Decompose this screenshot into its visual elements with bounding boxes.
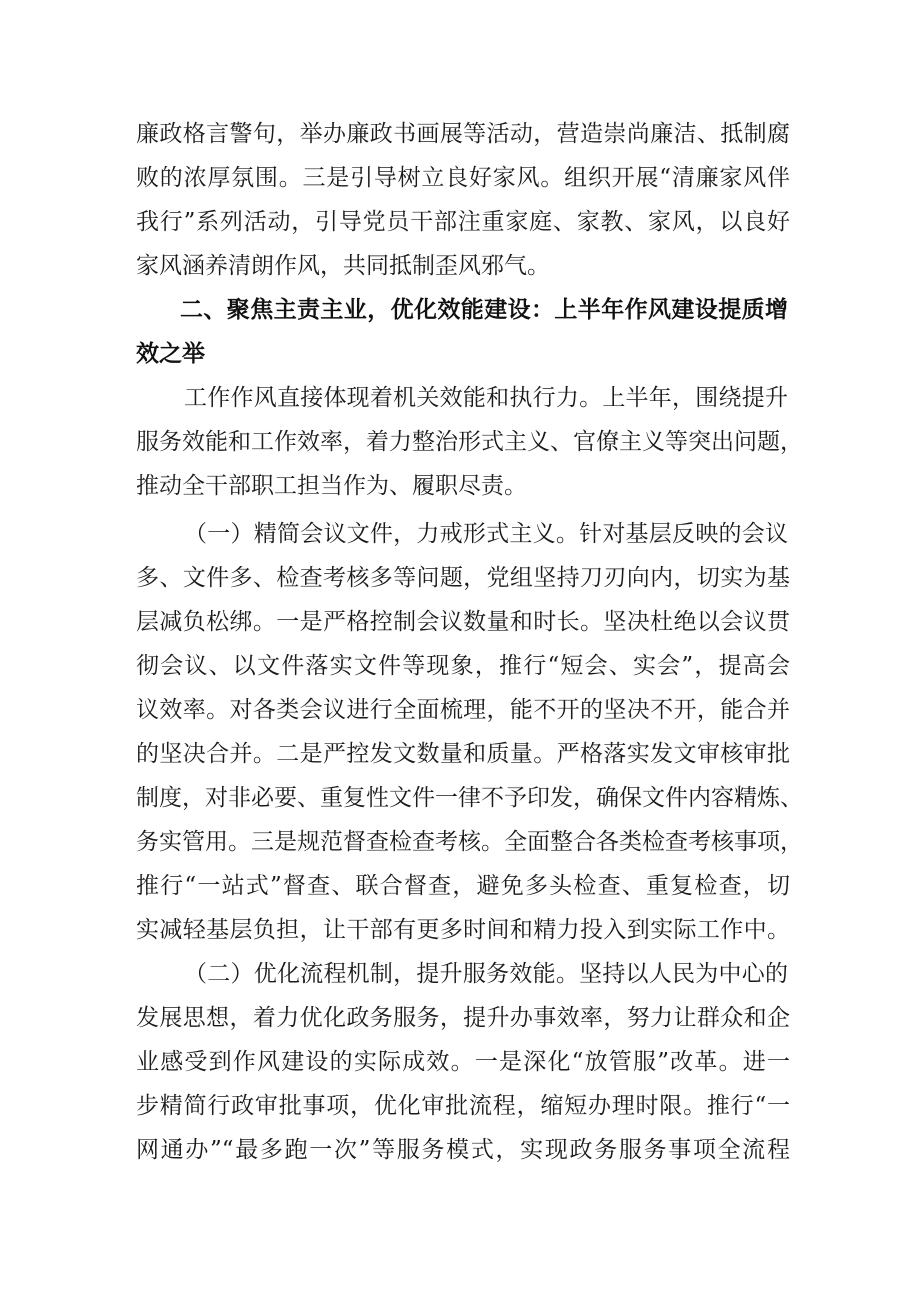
paragraph-line: 工作作风直接体现着机关效能和执行力。上半年，围绕提升	[184, 385, 788, 411]
paragraph-line: 步精简行政审批事项，优化审批流程，缩短办理时限。推行“一	[136, 1093, 790, 1119]
paragraph-line: 发展思想，着力优化政务服务，提升办事效率，努力让群众和企	[136, 1005, 790, 1031]
paragraph-line: 务实管用。三是规范督查检查考核。全面整合各类检查考核事项，	[136, 829, 803, 855]
paragraph-line: 廉政格言警句，举办廉政书画展等活动，营造崇尚廉洁、抵制腐	[136, 121, 790, 147]
paragraph-line: 推行“一站式”督查、联合督查，避免多头检查、重复检查，切	[136, 873, 790, 899]
paragraph-line: 议效率。对各类会议进行全面梳理，能不开的坚决不开，能合并	[136, 697, 790, 723]
paragraph-line: 家风涵养清朗作风，共同抵制歪风邪气。	[136, 253, 550, 279]
paragraph-line: 败的浓厚氛围。三是引导树立良好家风。组织开展“清廉家风伴	[136, 165, 790, 191]
paragraph-line: 多、文件多、检查考核多等问题，党组坚持刀刃向内，切实为基	[136, 565, 790, 591]
paragraph-line: 制度，对非必要、重复性文件一律不予印发，确保文件内容精炼、	[136, 785, 803, 811]
paragraph-line: 网通办”“最多跑一次”等服务模式，实现政务服务事项全流程	[136, 1137, 790, 1163]
section-heading: 效之举	[136, 341, 205, 367]
paragraph-line: 我行”系列活动，引导党员干部注重家庭、家教、家风，以良好	[136, 209, 790, 235]
paragraph-line: 实减轻基层负担，让干部有更多时间和精力投入到实际工作中。	[136, 917, 790, 943]
paragraph-line: 推动全干部职工担当作为、履职尽责。	[136, 473, 527, 499]
paragraph-line: 彻会议、以文件落实文件等现象，推行“短会、实会”，提高会	[136, 653, 790, 679]
paragraph-line: 业感受到作风建设的实际成效。一是深化“放管服”改革。进一	[136, 1049, 790, 1075]
subsection-line: （二）优化流程机制，提升服务效能。坚持以人民为中心的	[184, 961, 788, 987]
paragraph-line: 的坚决合并。二是严控发文数量和质量。严格落实发文审核审批	[136, 741, 790, 767]
section-heading: 二、聚焦主责主业，优化效能建设：上半年作风建设提质增	[180, 297, 788, 323]
paragraph-line: 服务效能和工作效率，着力整治形式主义、官僚主义等突出问题，	[136, 429, 803, 455]
paragraph-line: 层减负松绑。一是严格控制会议数量和时长。坚决杜绝以会议贯	[136, 609, 790, 635]
subsection-line: （一）精简会议文件，力戒形式主义。针对基层反映的会议	[184, 521, 788, 547]
